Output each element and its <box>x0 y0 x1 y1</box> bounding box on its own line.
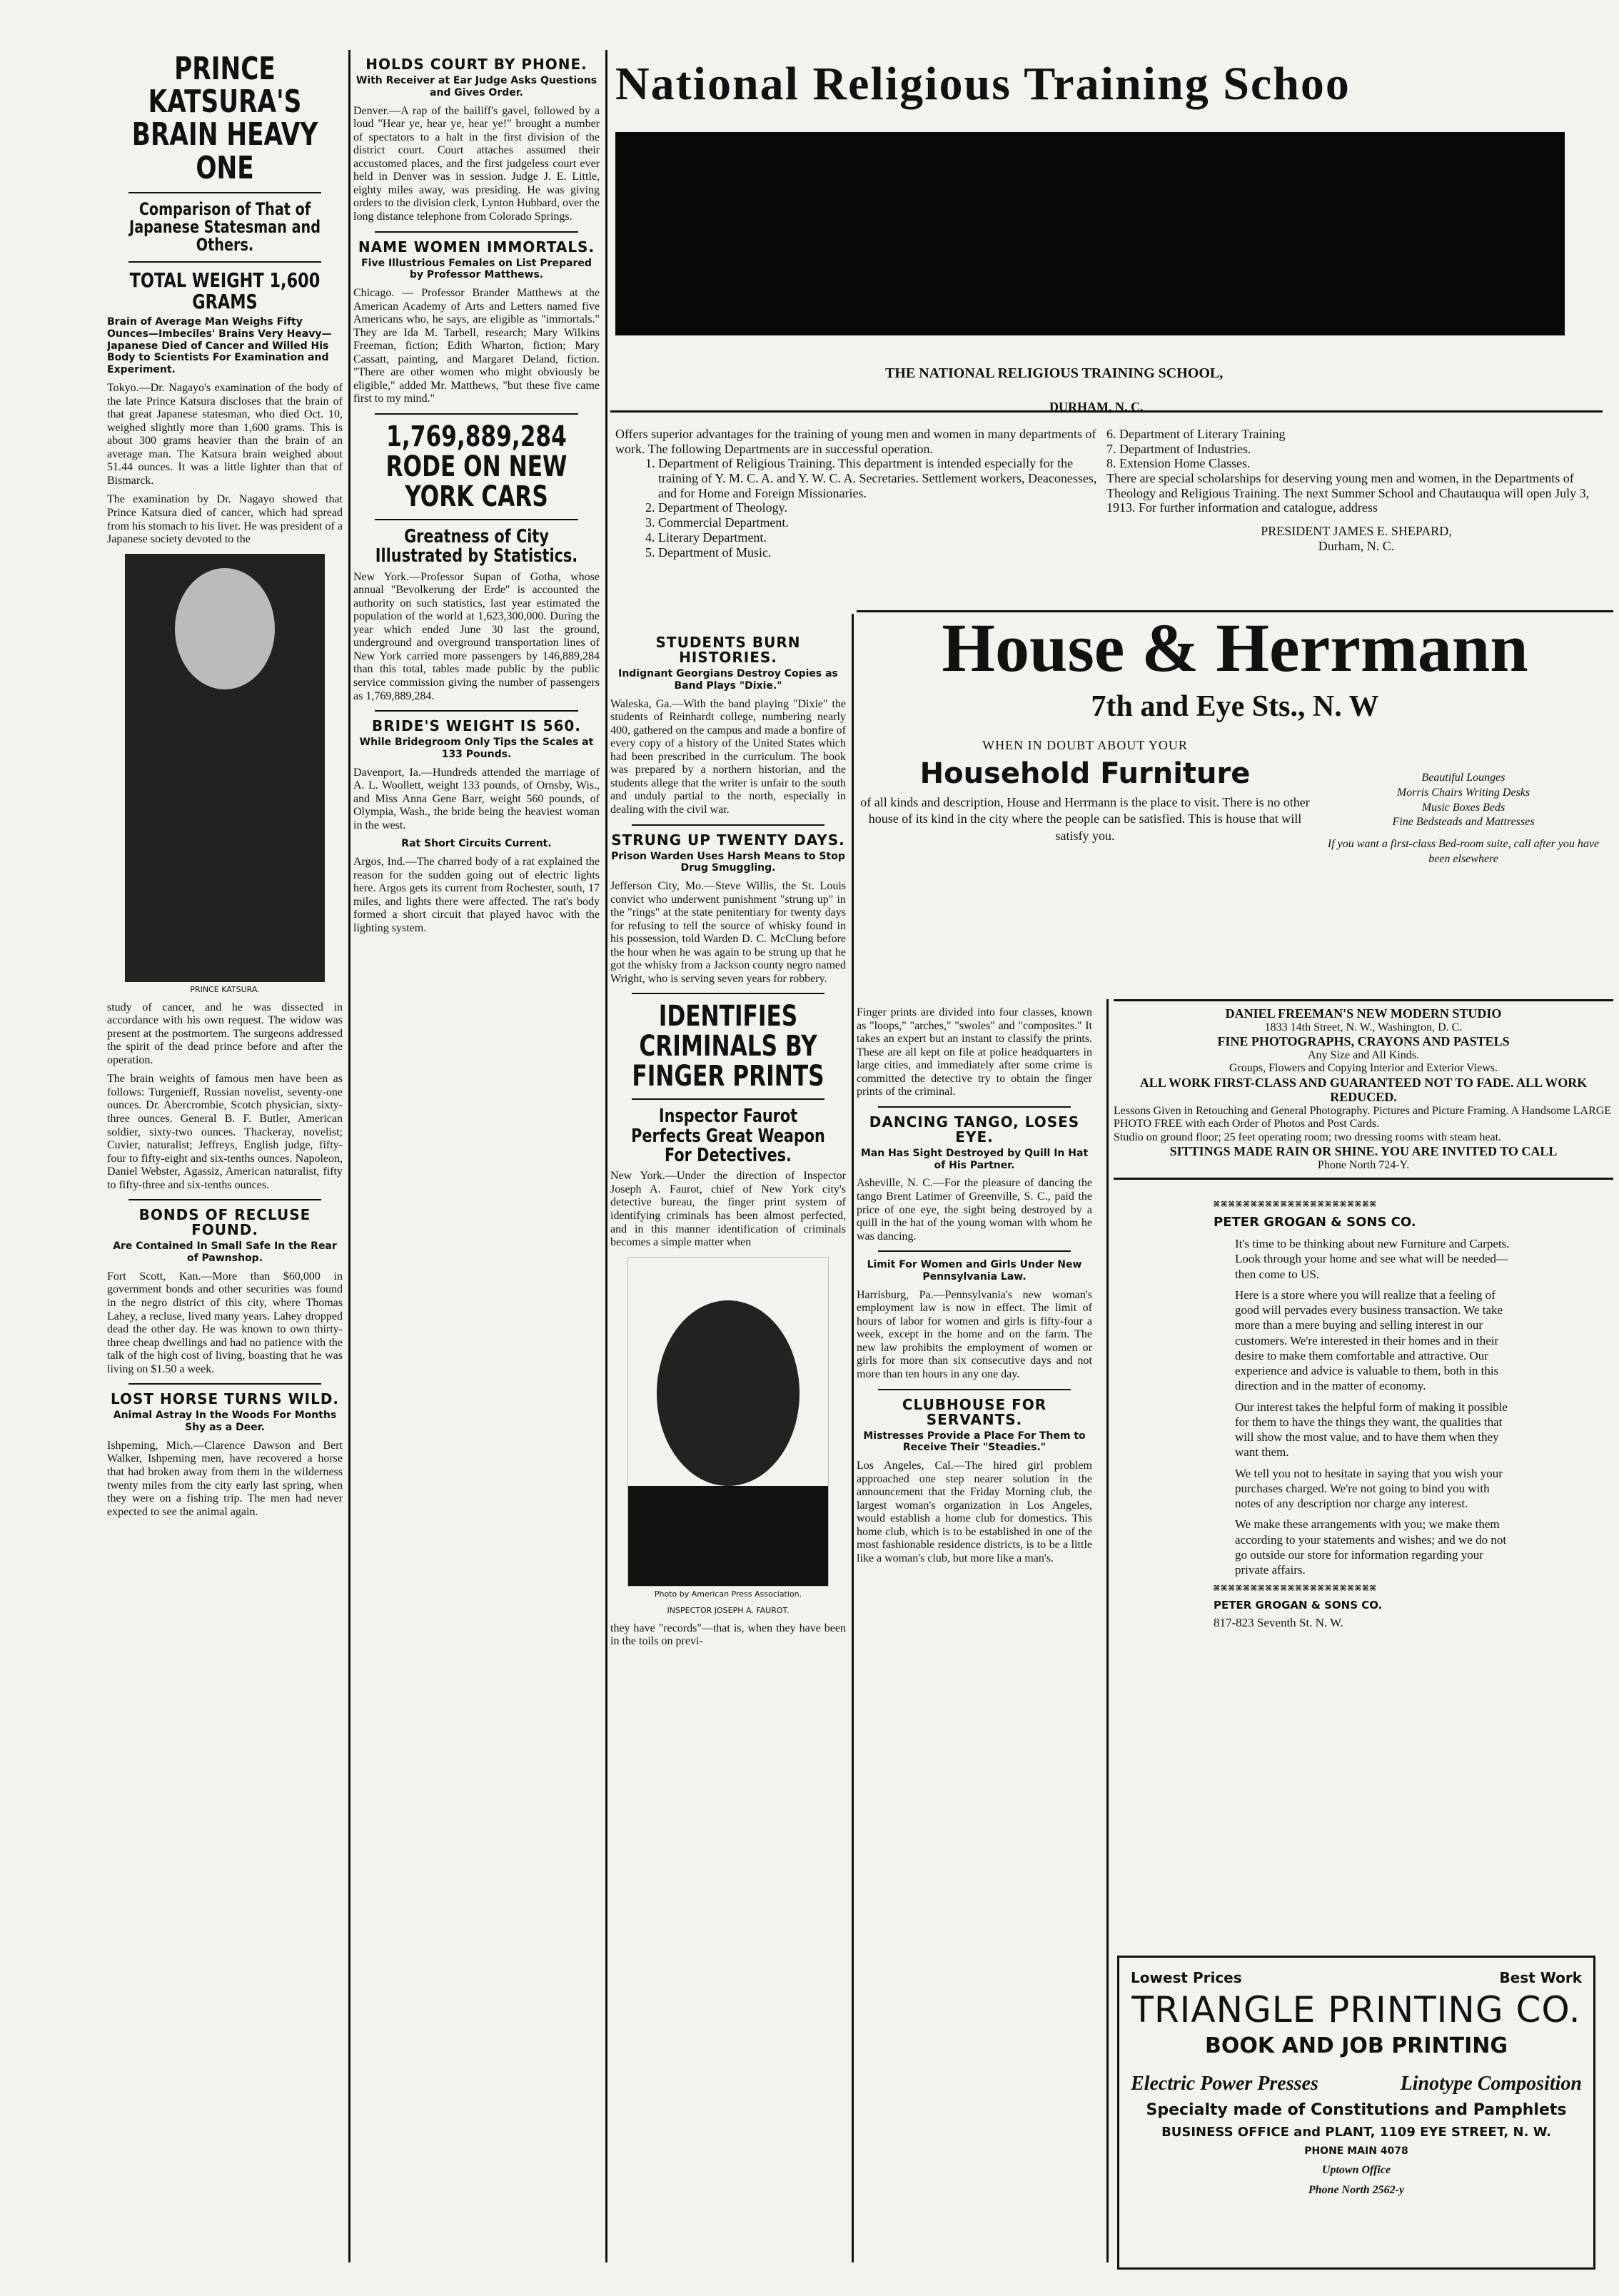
tri-best-work: Best Work <box>1499 1969 1582 1986</box>
nrt-school-name: THE NATIONAL RELIGIOUS TRAINING SCHOOL, <box>885 365 1224 381</box>
katsura-deck-2: TOTAL WEIGHT 1,600 GRAMS <box>129 268 321 313</box>
nrt-dept: 4. Literary Department. <box>658 530 1101 545</box>
tango-deck: Man Has Sight Destroyed by Quill In Hat of His Partner. <box>860 1147 1089 1171</box>
katsura-subdeck: Brain of Average Man Weighs Fifty Ounces—Imbeciles' Brains Very Heavy—Japanese Died of Cancer and Willed His Body to Scientists For Examination and Experiment. <box>107 316 332 376</box>
finger-continued: Finger prints are divided into four classes, known as "loops," "arches," "swoles" and "composites." It takes an expert but an instant to classify the prints. These are all kept on file at police headquarters in large cities, and immediately after some crime is committed the detective try to obtain the finger prints of the criminal. <box>857 1006 1092 1098</box>
divider <box>632 993 824 994</box>
ornament-border: ⌘⌘⌘⌘⌘⌘⌘⌘⌘⌘⌘⌘⌘⌘⌘⌘⌘⌘⌘⌘⌘⌘ <box>1214 1583 1378 1595</box>
grogan-para: We tell you not to hesitate in saying that you wish your purchases charged. We're not going to bind you with notes of any description nor charge any interest. <box>1235 1466 1503 1510</box>
studio-name: DANIEL FREEMAN'S NEW MODERN STUDIO <box>1225 1006 1502 1021</box>
cars-body: New York.—Professor Supan of Gotha, whose annual "Bevolkerung der Erde" is accounted the authority on such statistics, last year estimated the population of the world at 1,623,300,000. During the year which ended June 30 last the ground, underground and overground transportation lines of New York carried more passengers by 146,889,284 than this total, tables made public by the public service commission giving the number of passengers as 1,769,889,284. <box>353 570 600 702</box>
katsura-photo <box>125 554 325 982</box>
column-rule <box>605 50 607 2262</box>
finger-deck: Inspector Faurot Perfects Great Weapon For Detectives. <box>631 1106 825 1167</box>
hh-side-item: Music Boxes Beds <box>1421 801 1505 814</box>
divider <box>878 1389 1071 1390</box>
column-rule <box>348 50 350 2262</box>
hh-side-item: Beautiful Lounges <box>1421 772 1505 784</box>
divider <box>878 1250 1071 1252</box>
katsura-headline: PRINCE KATSURA'S BRAIN HEAVY ONE <box>131 51 318 186</box>
rat-body: Argos, Ind.—The charred body of a rat explained the reason for the sudden going out of electric lights here. Argos gets its current from Rochester, south, 17 miles, and lights there were affected. The rat's body formed a short circuit that played havoc with the lighting system. <box>353 856 600 934</box>
nrt-title: National Religious Training Schoo <box>615 58 1351 110</box>
nrt-black-band <box>615 132 1565 335</box>
finger-body-end: they have "records"—that is, when they have been in the toils on previ- <box>610 1622 846 1648</box>
divider <box>632 824 824 826</box>
hh-side-item: If you want a first-class Bed-room suite, call after you have been elsewhere <box>1327 838 1600 865</box>
nrt-dept: 7. Department of Industries. <box>1106 441 1251 456</box>
column-1 <box>107 50 343 1524</box>
grogan-para: We make these arrangements with you; we make them according to your statements and wishes; and we do not go outside our store for information regarding your private affairs. <box>1235 1517 1507 1577</box>
hh-household: Household Furniture <box>919 757 1251 790</box>
column-4 <box>857 1006 1092 1572</box>
triangle-printing-ad <box>1117 1956 1595 2270</box>
phone-deck: With Receiver at Ear Judge Asks Questions and Gives Order. <box>355 75 597 98</box>
recluse-body: Fort Scott, Kan.—More than $60,000 in government bonds and other securities was found in the negro district of this city, where Thomas Lahey, a recluse, lived many years. Lahey dropped dead the other day. He was known to own thirty-three cheap dwellings and had no patience with the talk of the high cost of living, boasting that he was living on $1.50 a week. <box>107 1270 343 1375</box>
bride-headline: BRIDE'S WEIGHT IS 560. <box>372 717 581 735</box>
horse-headline: LOST HORSE TURNS WILD. <box>110 1390 340 1408</box>
club-headline: CLUBHOUSE FOR SERVANTS. <box>902 1395 1047 1428</box>
strung-headline: STRUNG UP TWENTY DAYS. <box>611 831 845 849</box>
nrt-right-text <box>1106 427 1606 554</box>
faurot-photo <box>627 1257 829 1587</box>
column-rule <box>1106 999 1109 2262</box>
tri-lowest-prices: Lowest Prices <box>1131 1969 1242 1986</box>
tri-uptown: Uptown Office <box>1321 2164 1391 2176</box>
studio-line: Lessons Given in Retouching and General Photography. Pictures and Picture Framing. A Handsome LARGE PHOTO FREE with each Order of Photos and Post Cards. <box>1114 1104 1612 1131</box>
histories-body: Waleska, Ga.—With the band playing "Dixie" the students of Reinhardt college, numbering nearly 400, gathered on the campus and made a bonfire of every copy of a history of the United States which had been prescribed in the curriculum. The book was prepared by a northern historian, and the students allege that the writer is unfair to the south and unduly partial to the north, especially in dealing with the civil war. <box>610 697 846 816</box>
recluse-headline: BONDS OF RECLUSE FOUND. <box>138 1206 311 1239</box>
studio-line: Studio on ground floor; 25 feet operating room; two dressing rooms with steam heat. <box>1114 1131 1502 1143</box>
nrt-city: DURHAM, N. C. <box>1049 400 1144 414</box>
grogan-name: PETER GROGAN & SONS CO. <box>1214 1214 1416 1230</box>
divider <box>128 1199 321 1200</box>
hh-side-item: Morris Chairs Writing Desks <box>1396 786 1530 799</box>
limit-headline: Limit For Women and Girls Under New Pennsylvania Law. <box>867 1259 1082 1283</box>
column-rule <box>852 614 854 2262</box>
hh-body: of all kinds and description, House and Herrmann is the place to visit. There is no other house of its kind in the city where the people can be satisfied. This is house that will satisfy you. <box>860 795 1310 843</box>
nrt-dept: 6. Department of Literary Training <box>1106 427 1286 441</box>
ad-divider <box>1114 1178 1613 1180</box>
tri-specialty: Specialty made of Constitutions and Pamphlets <box>1146 2101 1567 2119</box>
grogan-para: It's time to be thinking about new Furniture and Carpets. Look through your home and see what will be needed—then come to US. <box>1235 1237 1510 1281</box>
rat-headline: Rat Short Circuits Current. <box>401 838 552 850</box>
horse-deck: Animal Astray In the Woods For Months Shy as a Deer. <box>113 1410 337 1434</box>
studio-line: Groups, Flowers and Copying Interior and Exterior Views. <box>1229 1062 1498 1075</box>
histories-deck: Indignant Georgians Destroy Copies as Band Plays "Dixie." <box>618 668 838 692</box>
grogan-ad <box>1214 1199 1513 1630</box>
column-2 <box>353 50 600 941</box>
cars-deck: Greatness of City Illustrated by Statistics. <box>375 526 578 567</box>
bride-deck: While Bridegroom Only Tips the Scales at 133 Pounds. <box>359 737 594 760</box>
divider <box>375 710 578 712</box>
club-body: Los Angeles, Cal.—The hired girl problem approached one step nearer solution in the announcement that the Friday Morning club, the largest woman's organization in Los Angeles, would establish a home club for domestics. This home club, which is to be established in one of the most fashionable residence districts, is to be a little like a woman's club, but more like a man's. <box>857 1460 1092 1564</box>
nrt-intro: Offers superior advantages for the training of young men and women in many departments of work. The following Departments are in successful operation. <box>615 427 1096 456</box>
divider <box>632 1098 824 1100</box>
studio-address: 1833 14th Street, N. W., Washington, D. C. <box>1264 1021 1463 1033</box>
studio-line: ALL WORK FIRST-CLASS AND GUARANTEED NOT TO FADE. ALL WORK REDUCED. <box>1139 1075 1588 1105</box>
hh-main <box>857 738 1313 844</box>
studio-phone: Phone North 724-Y. <box>1317 1158 1410 1171</box>
women-headline: NAME WOMEN IMMORTALS. <box>358 238 595 256</box>
divider <box>375 231 578 233</box>
ornament-border: ⌘⌘⌘⌘⌘⌘⌘⌘⌘⌘⌘⌘⌘⌘⌘⌘⌘⌘⌘⌘⌘⌘ <box>1214 1199 1378 1210</box>
tango-body: Asheville, N. C.—For the pleasure of dancing the tango Brent Latimer of Greenville, S. C., paid the price of one eye, the sight being destroyed by a quill in the hat of the young woman with whom he was dancing. <box>857 1177 1092 1243</box>
tri-office: BUSINESS OFFICE and PLANT, 1109 EYE STREET, N. W. <box>1161 2125 1551 2140</box>
divider <box>878 1106 1071 1108</box>
divider <box>128 192 321 193</box>
divider <box>128 261 321 263</box>
hh-address: 7th and Eye Sts., N. W <box>1091 690 1379 723</box>
strung-deck: Prison Warden Uses Harsh Means to Stop Drug Smuggling. <box>611 850 845 874</box>
histories-headline: STUDENTS BURN HISTORIES. <box>655 634 801 666</box>
nrt-scholarship-text: There are special scholarships for deserving young men and women, in the Departments of Theology and Religious Training. The next Summer School and Chautauqua will open July 3, 1913. For further information and catalogue, address <box>1106 471 1590 515</box>
column-3 <box>610 628 846 1654</box>
club-deck: Mistresses Provide a Place For Them to Receive Their "Steadies." <box>863 1430 1086 1454</box>
katsura-para: The examination by Dr. Nagayo showed that Prince Katsura died of cancer, which had spread from his stomach to his liver. He was president of a Japanese society devoted to the <box>107 493 343 546</box>
photo-caption: PRINCE KATSURA. <box>190 984 260 994</box>
portrait-body <box>628 1486 828 1586</box>
katsura-deck: Comparison of That of Japanese Statesman and Others. <box>129 198 321 256</box>
finger-body: New York.—Under the direction of Inspector Joseph A. Faurot, chief of New York city's detective bureau, the finger print system of identifying criminals has been almost perfected, and in this manner identification of criminals becomes a simple matter when <box>610 1170 846 1249</box>
tango-headline: DANCING TANGO, LOSES EYE. <box>869 1113 1080 1146</box>
tri-name: TRIANGLE PRINTING CO. <box>1131 1989 1581 2031</box>
grogan-para: Our interest takes the helpful form of making it possible for them to have the things they want, the qualities that will show the most value, and to have them when they want them. <box>1235 1400 1508 1460</box>
hh-side-list <box>1321 771 1606 867</box>
grogan-para: Here is a store where you will realize that a feeling of good will pervades every business transaction. We take more than a mere buying and selling interest in our customers. We're interested in their homes and in their desire to make them comfortable and attractive. Our experience and advice is valuable to them, both in this direction and in the matter of economy. <box>1235 1288 1503 1393</box>
women-body: Chicago. — Professor Brander Matthews at the American Academy of Arts and Letters named five Americans who, he says, are eligible as "immortals." They are Ida M. Tarbell, research; Mary Wilkins Freeman, fiction; Edith Wharton, fiction; Mary Cassatt, painting, and Margaret Deland, fiction. "There are other women who might obviously be eligible," added Mr. Matthews, "but these five came first to my mind." <box>353 287 600 405</box>
nrt-dept: 2. Department of Theology. <box>658 500 1101 515</box>
freeman-studio-ad <box>1114 1006 1613 1172</box>
studio-line: FINE PHOTOGRAPHS, CRAYONS AND PASTELS <box>1217 1034 1510 1049</box>
grogan-footer-name: PETER GROGAN & SONS CO. <box>1214 1598 1383 1612</box>
nrt-dept: 8. Extension Home Classes. <box>1106 456 1251 471</box>
phone-body: Denver.—A rap of the bailiff's gavel, followed by a loud "Hear ye, hear ye, hear ye!" brought a number of spectators to a halt in the first division of the district court. Court attaches assumed their accustomed places, and the first judgeless court ever held in Denver was in session. Judge J. E. Little, eighty miles away, was presiding. He was giving orders to the division clerk, Lynton Hubbard, over the long distance telephone from Colorado Springs. <box>353 104 600 223</box>
phone-headline: HOLDS COURT BY PHONE. <box>365 56 587 73</box>
photo-caption: INSPECTOR JOSEPH A. FAUROT. <box>667 1605 790 1615</box>
strung-body: Jefferson City, Mo.—Steve Willis, the St. Louis convict who underwent punishment "strung up" in the "rings" at the state penitentiary for twenty days for refusing to tell the source of whisky found in his possession, told Warden D. C. McClung before the hour when he was again to be strung up that he got the whisky from a Jackson county negro named Wright, who is serving seven years for robbery. <box>610 880 846 985</box>
ad-divider <box>1114 999 1613 1001</box>
nrt-dept: 1. Department of Religious Training. This department is intended especially for the training of Y. M. C. A. and Y. W. C. A. Secretaries. Settlement workers, Deaconesses, and for Home and Foreign Missionaries. <box>658 456 1101 500</box>
tri-services-row <box>1131 2073 1582 2095</box>
recluse-deck: Are Contained In Small Safe In the Rear of Pawnshop. <box>113 1240 337 1265</box>
grogan-address: 817-823 Seventh St. N. W. <box>1214 1615 1343 1629</box>
studio-line: SITTINGS MADE RAIN OR SHINE. YOU ARE INVITED TO CALL <box>1169 1144 1558 1159</box>
tri-top-row <box>1131 1969 1582 1986</box>
katsura-para: Tokyo.—Dr. Nagayo's examination of the body of the late Prince Katsura discloses that the brain of that great Japanese statesman, who died Oct. 10, weighed slightly more than 1,600 grams. This is about 300 grams heavier than the brain of an average man. The Katsura brain weighed about 51.44 ounces. It was a little lighter than that of Bismarck. <box>107 382 343 487</box>
divider <box>375 413 578 415</box>
hh-side-item: Fine Bedsteads and Mattresses <box>1392 816 1535 829</box>
portrait-face <box>175 568 275 689</box>
portrait-face <box>657 1300 800 1486</box>
nrt-left-text <box>615 427 1101 560</box>
photo-credit: Photo by American Press Association. <box>654 1589 802 1599</box>
hh-title: House & Herrmann <box>942 610 1528 686</box>
finger-headline: IDENTIFIES CRIMINALS BY FINGER PRINTS <box>632 1000 824 1093</box>
bride-body: Davenport, Ia.—Hundreds attended the marriage of A. L. Woollett, weight 133 pounds, of Ornsby, Wis., and Miss Anna Gene Barr, weight 560 pounds, of Olympia, Wash., the bride being the heaviest woman in the west. <box>353 766 600 831</box>
nrt-dept: 5. Department of Music. <box>658 545 1101 560</box>
cars-headline: 1,769,889,284 RODE ON NEW YORK CARS <box>385 420 568 514</box>
women-deck: Five Illustrious Females on List Prepared by Professor Matthews. <box>361 257 592 281</box>
tri-presses: Electric Power Presses <box>1131 2073 1318 2095</box>
limit-body: Harrisburg, Pa.—Pennsylvania's new woman's employment law is now in effect. The limit of hours of labor for women and girls is fifty-four a week, except in the home and on the farm. The new law prohibits the employment of women or girls for more than six consecutive days and not more than ten hours in any one day. <box>857 1288 1092 1381</box>
divider <box>375 519 578 520</box>
studio-line: Any Size and All Kinds. <box>1308 1048 1419 1061</box>
hh-when: WHEN IN DOUBT ABOUT YOUR <box>982 738 1188 752</box>
nrt-president-city: Durham, N. C. <box>1318 538 1395 553</box>
tri-uptown-phone: Phone North 2562-y <box>1308 2184 1405 2196</box>
nrt-president: PRESIDENT JAMES E. SHEPARD, <box>1261 524 1452 539</box>
horse-body: Ishpeming, Mich.—Clarence Dawson and Bert Walker, Ishpeming men, have recovered a horse that had broken away from them in the wilderness twenty miles from the city early last spring, when they were on a fishing trip. The men had never expected to see the animal again. <box>107 1439 343 1518</box>
katsura-para: study of cancer, and he was dissected in accordance with his own request. The widow was present at the postmortem. The surgeons addressed the spirit of the dead prince before and after the operation. <box>107 1001 343 1066</box>
divider <box>128 1383 321 1385</box>
tri-linotype: Linotype Composition <box>1400 2073 1582 2095</box>
katsura-para: The brain weights of famous men have been as follows: Turgenieff, Russian novelist, seventy-one ounces. Dr. Abercrombie, Scotch physician, sixty-three ounces. General B. F. Butler, American soldier, sixty-two ounces. Thackeray, novelist; Cuvier, naturalist; Jeffreys, English judge, fifty-four to fifty-eight and six-tenths ounces. Napoleon, Daniel Webster, Agassiz, American naturalist, fifty to fifty-three and six-tenths ounces. <box>107 1073 343 1191</box>
tri-phone: PHONE MAIN 4078 <box>1304 2145 1408 2157</box>
tri-sub: BOOK AND JOB PRINTING <box>1205 2033 1508 2058</box>
nrt-dept: 3. Commercial Department. <box>658 515 1101 530</box>
